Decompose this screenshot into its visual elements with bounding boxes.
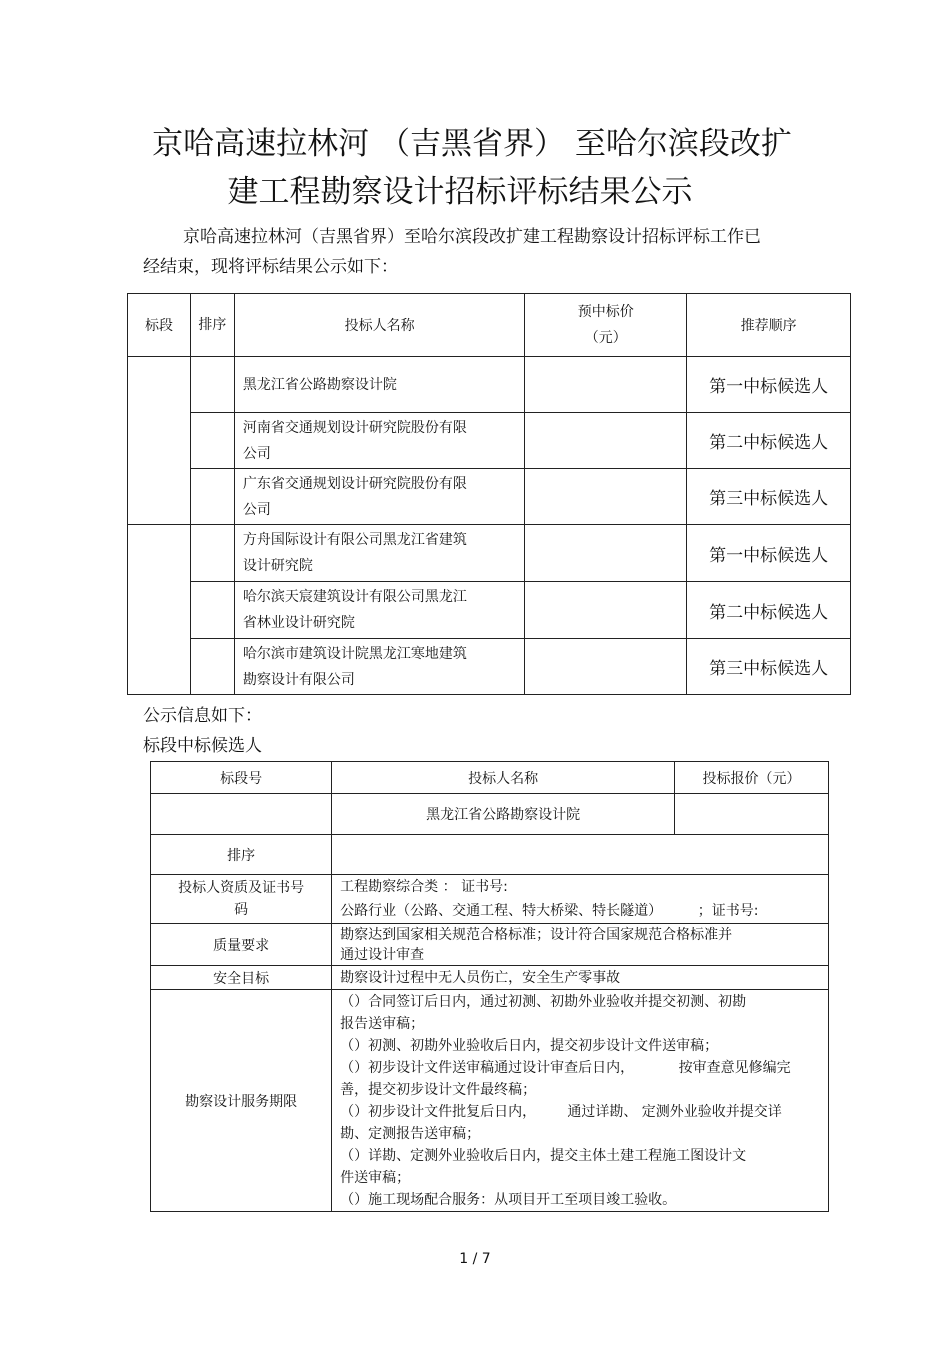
section-cell: [128, 525, 191, 695]
bidder-name-cell: 哈尔滨市建筑设计院黑龙江寒地建筑 勘察设计有限公司: [234, 639, 525, 695]
header-bidder: 投标人名称: [234, 294, 525, 357]
document-title-line1: 京哈高速拉林河 （吉黑省界） 至哈尔滨段改扩: [152, 126, 792, 162]
quality-value: 勘察达到国家相关规范合格标准；设计符合国家规范合格标准并 通过设计审查: [332, 924, 829, 966]
table-row: [128, 413, 851, 469]
section-cell: [128, 357, 191, 525]
price-cell: [525, 525, 687, 582]
header-section: 标段: [128, 294, 191, 357]
candidate-header-row: [151, 762, 829, 794]
results-table: [127, 293, 851, 695]
recommend-cell: 第一中标候选人: [687, 525, 851, 582]
rank-cell: [190, 582, 234, 639]
bidder-name-cell: 广东省交通规划设计研究院股份有限 公司: [234, 469, 525, 525]
price-cell: [525, 469, 687, 525]
header-order: 推荐顺序: [687, 294, 851, 357]
bid-price-value: [675, 794, 829, 835]
rank-cell: [190, 639, 234, 695]
price-cell: [525, 639, 687, 695]
table-row: [151, 966, 829, 990]
table-row: [151, 794, 829, 835]
header-bidder-name: 投标人名称: [332, 762, 675, 794]
intro-line1: 京哈高速拉林河（吉黑省界）至哈尔滨段改扩建工程勘察设计招标评标工作已: [183, 227, 761, 247]
intro-line2: 经结束，现将评标结果公示如下：: [143, 257, 398, 277]
safety-value: 勘察设计过程中无人员伤亡，安全生产零事故: [332, 966, 829, 990]
table-row: [128, 525, 851, 582]
section-no-value: [151, 794, 332, 835]
header-bid-price: 投标报价（元）: [675, 762, 829, 794]
results-header-row: [128, 294, 851, 357]
qualification-label: 投标人资质及证书号 码: [151, 875, 332, 924]
safety-label: 安全目标: [151, 966, 332, 990]
recommend-cell: 第三中标候选人: [687, 639, 851, 695]
table-row: [151, 924, 829, 966]
recommend-cell: 第一中标候选人: [687, 357, 851, 413]
qualification-value: 工程勘察综合类 ： 证书号: 公路行业（公路、交通工程、特大桥梁、特长隧道） ；证书号:: [332, 875, 829, 924]
table-row: [151, 990, 829, 1212]
price-cell: [525, 413, 687, 469]
recommend-cell: 第二中标候选人: [687, 582, 851, 639]
bidder-name-cell: 河南省交通规划设计研究院股份有限 公司: [234, 413, 525, 469]
recommend-cell: 第二中标候选人: [687, 413, 851, 469]
rank-cell: [190, 413, 234, 469]
table-row: [128, 639, 851, 695]
table-row: [128, 582, 851, 639]
table-row: [128, 469, 851, 525]
rank-cell: [190, 525, 234, 582]
header-price: 预中标价 （元）: [525, 294, 687, 357]
header-section-no: 标段号: [151, 762, 332, 794]
quality-label: 质量要求: [151, 924, 332, 966]
info-label: 公示信息如下：: [143, 706, 262, 726]
service-period-value: （）合同签订后日内，通过初测、初勘外业验收并提交初测、初勘 报告送审稿； （）初测、初勘外业验收后日内，提交初步设计文件送审稿； （）初步设计文件送审稿通过设计审查后日内， 按审查意见修编完 善，提交初步设计文件最终稿； （）初步设计文件批复后日内， 通过详勘、 定测外业验收并提交详 勘、定测报告送审稿； （）详勘、定测外业验收后日内，提交主体土建工程施工图设计文 件送审稿； （）施工现场配合服务：从项目开工至项目竣工验收。: [332, 990, 829, 1212]
rank-value: [332, 835, 829, 875]
document-title-line2: 建工程勘察设计招标评标结果公示: [227, 174, 693, 210]
bidder-name-cell: 方舟国际设计有限公司黑龙江省建筑 设计研究院: [234, 525, 525, 582]
page-number: 1 / 7: [459, 1251, 491, 1267]
table-row: [128, 357, 851, 413]
table-row: [151, 875, 829, 924]
intro-paragraph: [143, 222, 823, 282]
rank-label: 排序: [151, 835, 332, 875]
rank-cell: [190, 469, 234, 525]
price-cell: [525, 582, 687, 639]
bidder-name-value: 黑龙江省公路勘察设计院: [332, 794, 675, 835]
table-row: [151, 835, 829, 875]
bidder-name-cell: 黑龙江省公路勘察设计院: [234, 357, 525, 413]
header-rank: 排序: [190, 294, 234, 357]
candidate-table: [150, 761, 829, 1212]
price-cell: [525, 357, 687, 413]
rank-cell: [190, 357, 234, 413]
recommend-cell: 第三中标候选人: [687, 469, 851, 525]
bidder-name-cell: 哈尔滨天宸建筑设计有限公司黑龙江 省林业设计研究院: [234, 582, 525, 639]
service-period-label: 勘察设计服务期限: [151, 990, 332, 1212]
candidate-label: 标段中标候选人: [143, 736, 262, 756]
